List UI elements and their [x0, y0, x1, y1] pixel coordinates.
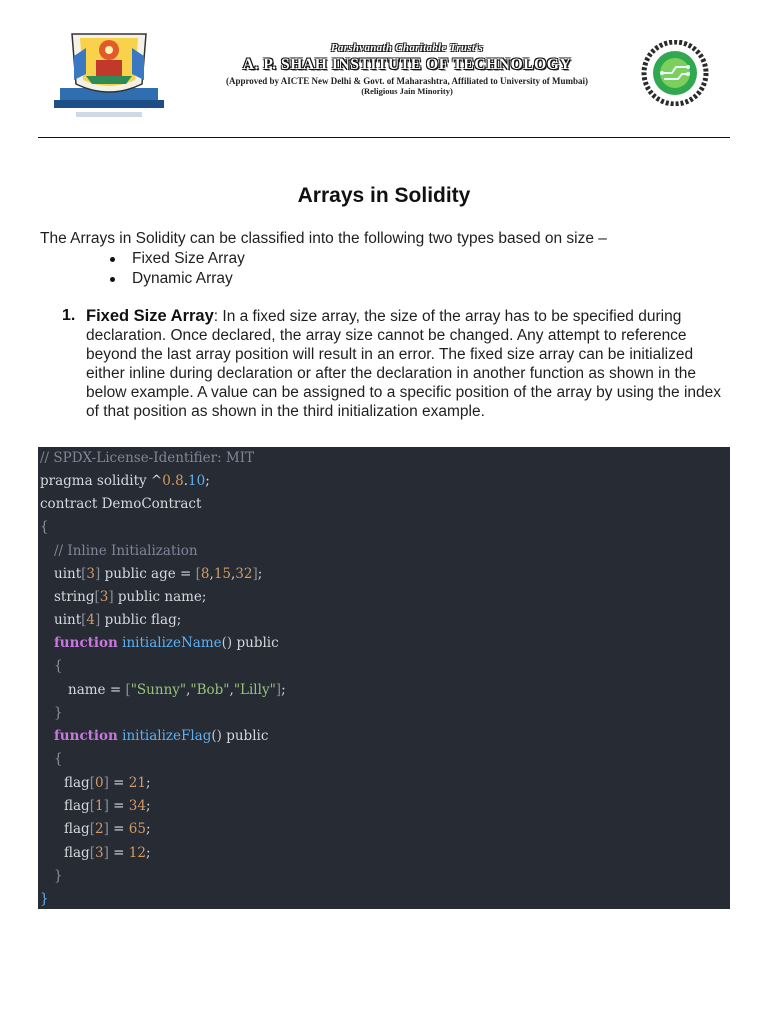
code-token: public flag; — [100, 612, 182, 628]
code-comment: // SPDX-License-Identifier: MIT — [40, 450, 255, 466]
code-number: 65 — [128, 821, 146, 837]
code-token: flag — [64, 775, 90, 791]
code-line — [40, 516, 49, 538]
code-token: ; — [145, 775, 151, 791]
code-line — [40, 888, 49, 910]
code-number: 15 — [213, 566, 231, 582]
code-keyword: function — [54, 728, 118, 744]
code-line — [54, 540, 198, 562]
code-token: flag — [64, 821, 90, 837]
section-number: 1. — [62, 307, 76, 324]
code-line — [40, 493, 201, 515]
code-brace: { — [40, 519, 49, 535]
code-number: 3 — [99, 589, 109, 605]
code-comment: // Inline Initialization — [54, 543, 198, 559]
section-heading: Fixed Size Array — [86, 307, 214, 325]
code-line: flag[1] = 34; — [64, 798, 151, 814]
code-token: . — [183, 473, 189, 489]
array-types-list — [100, 249, 245, 289]
code-token: ; — [145, 798, 151, 814]
code-number: 12 — [128, 845, 146, 861]
code-token: string — [54, 589, 95, 605]
code-line: flag[0] = 21; — [64, 775, 151, 791]
code-token: = — [108, 775, 129, 791]
code-block — [38, 447, 730, 909]
code-token: public — [232, 635, 279, 651]
section-paragraph — [86, 307, 732, 421]
code-number: 1 — [94, 798, 104, 814]
code-token: ; — [145, 821, 151, 837]
code-token: pragma solidity ^ — [40, 473, 163, 489]
bullet-icon — [110, 257, 115, 262]
page-title: Arrays in Solidity — [297, 184, 471, 207]
minority-line: (Religious Jain Minority) — [361, 86, 453, 96]
code-number: 21 — [128, 775, 146, 791]
code-function-name: initializeFlag — [122, 728, 212, 744]
code-line — [54, 748, 63, 770]
code-line — [54, 655, 63, 677]
code-line — [54, 725, 268, 747]
code-number: 3 — [86, 566, 96, 582]
intro-paragraph: The Arrays in Solidity can be classified into the following two types based on size – — [40, 230, 607, 247]
code-token: = — [108, 798, 129, 814]
code-token: () — [221, 635, 233, 651]
code-token: public name; — [113, 589, 207, 605]
code-number: 32 — [235, 566, 253, 582]
code-token: ; — [281, 682, 286, 698]
code-number: 0.8 — [162, 473, 184, 489]
list-item — [100, 269, 245, 289]
code-token: public — [221, 728, 269, 744]
code-line: string[3] public name; — [54, 589, 207, 605]
code-brace: { — [54, 751, 63, 767]
code-token: uint — [54, 566, 82, 582]
code-brace: } — [54, 868, 63, 884]
code-keyword: function — [54, 635, 118, 651]
code-brace: { — [54, 658, 63, 674]
code-brace: } — [54, 705, 63, 721]
code-token: () — [211, 728, 222, 744]
code-token: = — [108, 845, 129, 861]
code-number: 3 — [94, 845, 104, 861]
institute-name: A. P. SHAH INSTITUTE OF TECHNOLOGY — [242, 56, 572, 73]
code-line: uint[4] public flag; — [54, 612, 182, 628]
code-number: 8 — [200, 566, 210, 582]
code-line — [54, 632, 279, 654]
code-token: public age = — [100, 566, 196, 582]
list-item — [100, 249, 245, 269]
code-token: flag — [64, 798, 90, 814]
code-string: "Lilly" — [233, 682, 276, 698]
code-line: uint[3] public age = [8,15,32]; — [54, 566, 263, 582]
code-line — [54, 865, 63, 887]
code-token: contract DemoContract — [40, 496, 202, 512]
code-line: flag[3] = 12; — [64, 845, 151, 861]
letterhead — [40, 22, 730, 122]
code-string: "Bob" — [190, 682, 230, 698]
code-token: = — [108, 821, 129, 837]
code-string: "Sunny" — [130, 682, 187, 698]
code-line — [54, 702, 63, 724]
code-line: flag[2] = 65; — [64, 821, 151, 837]
code-token: name = — [68, 682, 126, 698]
trust-name: Parshvanath Charitable Trust's — [330, 42, 484, 54]
list-item-label: Fixed Size Array — [132, 250, 245, 267]
code-brace: } — [40, 891, 49, 907]
code-line: name = ["Sunny","Bob","Lilly"]; — [68, 682, 286, 698]
section-body: : In a fixed size array, the size of the array has to be specified during declaration. Once declared, the array size cannot be changed. Any attempt to reference beyond the last array position will result in an error. The fixed size array can be initialized either inline during declaration or after the declaration in another function as shown in the below example. A value can be assigned to a specific position of the array by using the index of that position as shown in the third initialization example. — [86, 308, 722, 420]
code-token: ; — [205, 473, 210, 489]
approval-line: (Approved by AICTE New Delhi & Govt. of Maharashtra, Affiliated to University of Mumbai) — [225, 76, 589, 86]
code-token: flag — [64, 845, 90, 861]
code-number: 34 — [128, 798, 146, 814]
circuit-emblem-logo — [638, 40, 712, 106]
code-number: 10 — [188, 473, 206, 489]
bullet-icon — [110, 277, 115, 282]
list-item-label: Dynamic Array — [132, 270, 233, 287]
code-number: 2 — [94, 821, 104, 837]
institute-crest-logo — [46, 26, 172, 124]
code-line — [40, 470, 210, 492]
code-line — [40, 447, 254, 469]
code-number: 4 — [86, 612, 96, 628]
code-function-name: initializeName — [122, 635, 222, 651]
code-token: ; — [145, 845, 151, 861]
header-divider — [38, 137, 730, 138]
code-token: uint — [54, 612, 82, 628]
institute-name-block — [192, 42, 622, 96]
code-number: 0 — [94, 775, 104, 791]
code-token: ; — [257, 566, 263, 582]
